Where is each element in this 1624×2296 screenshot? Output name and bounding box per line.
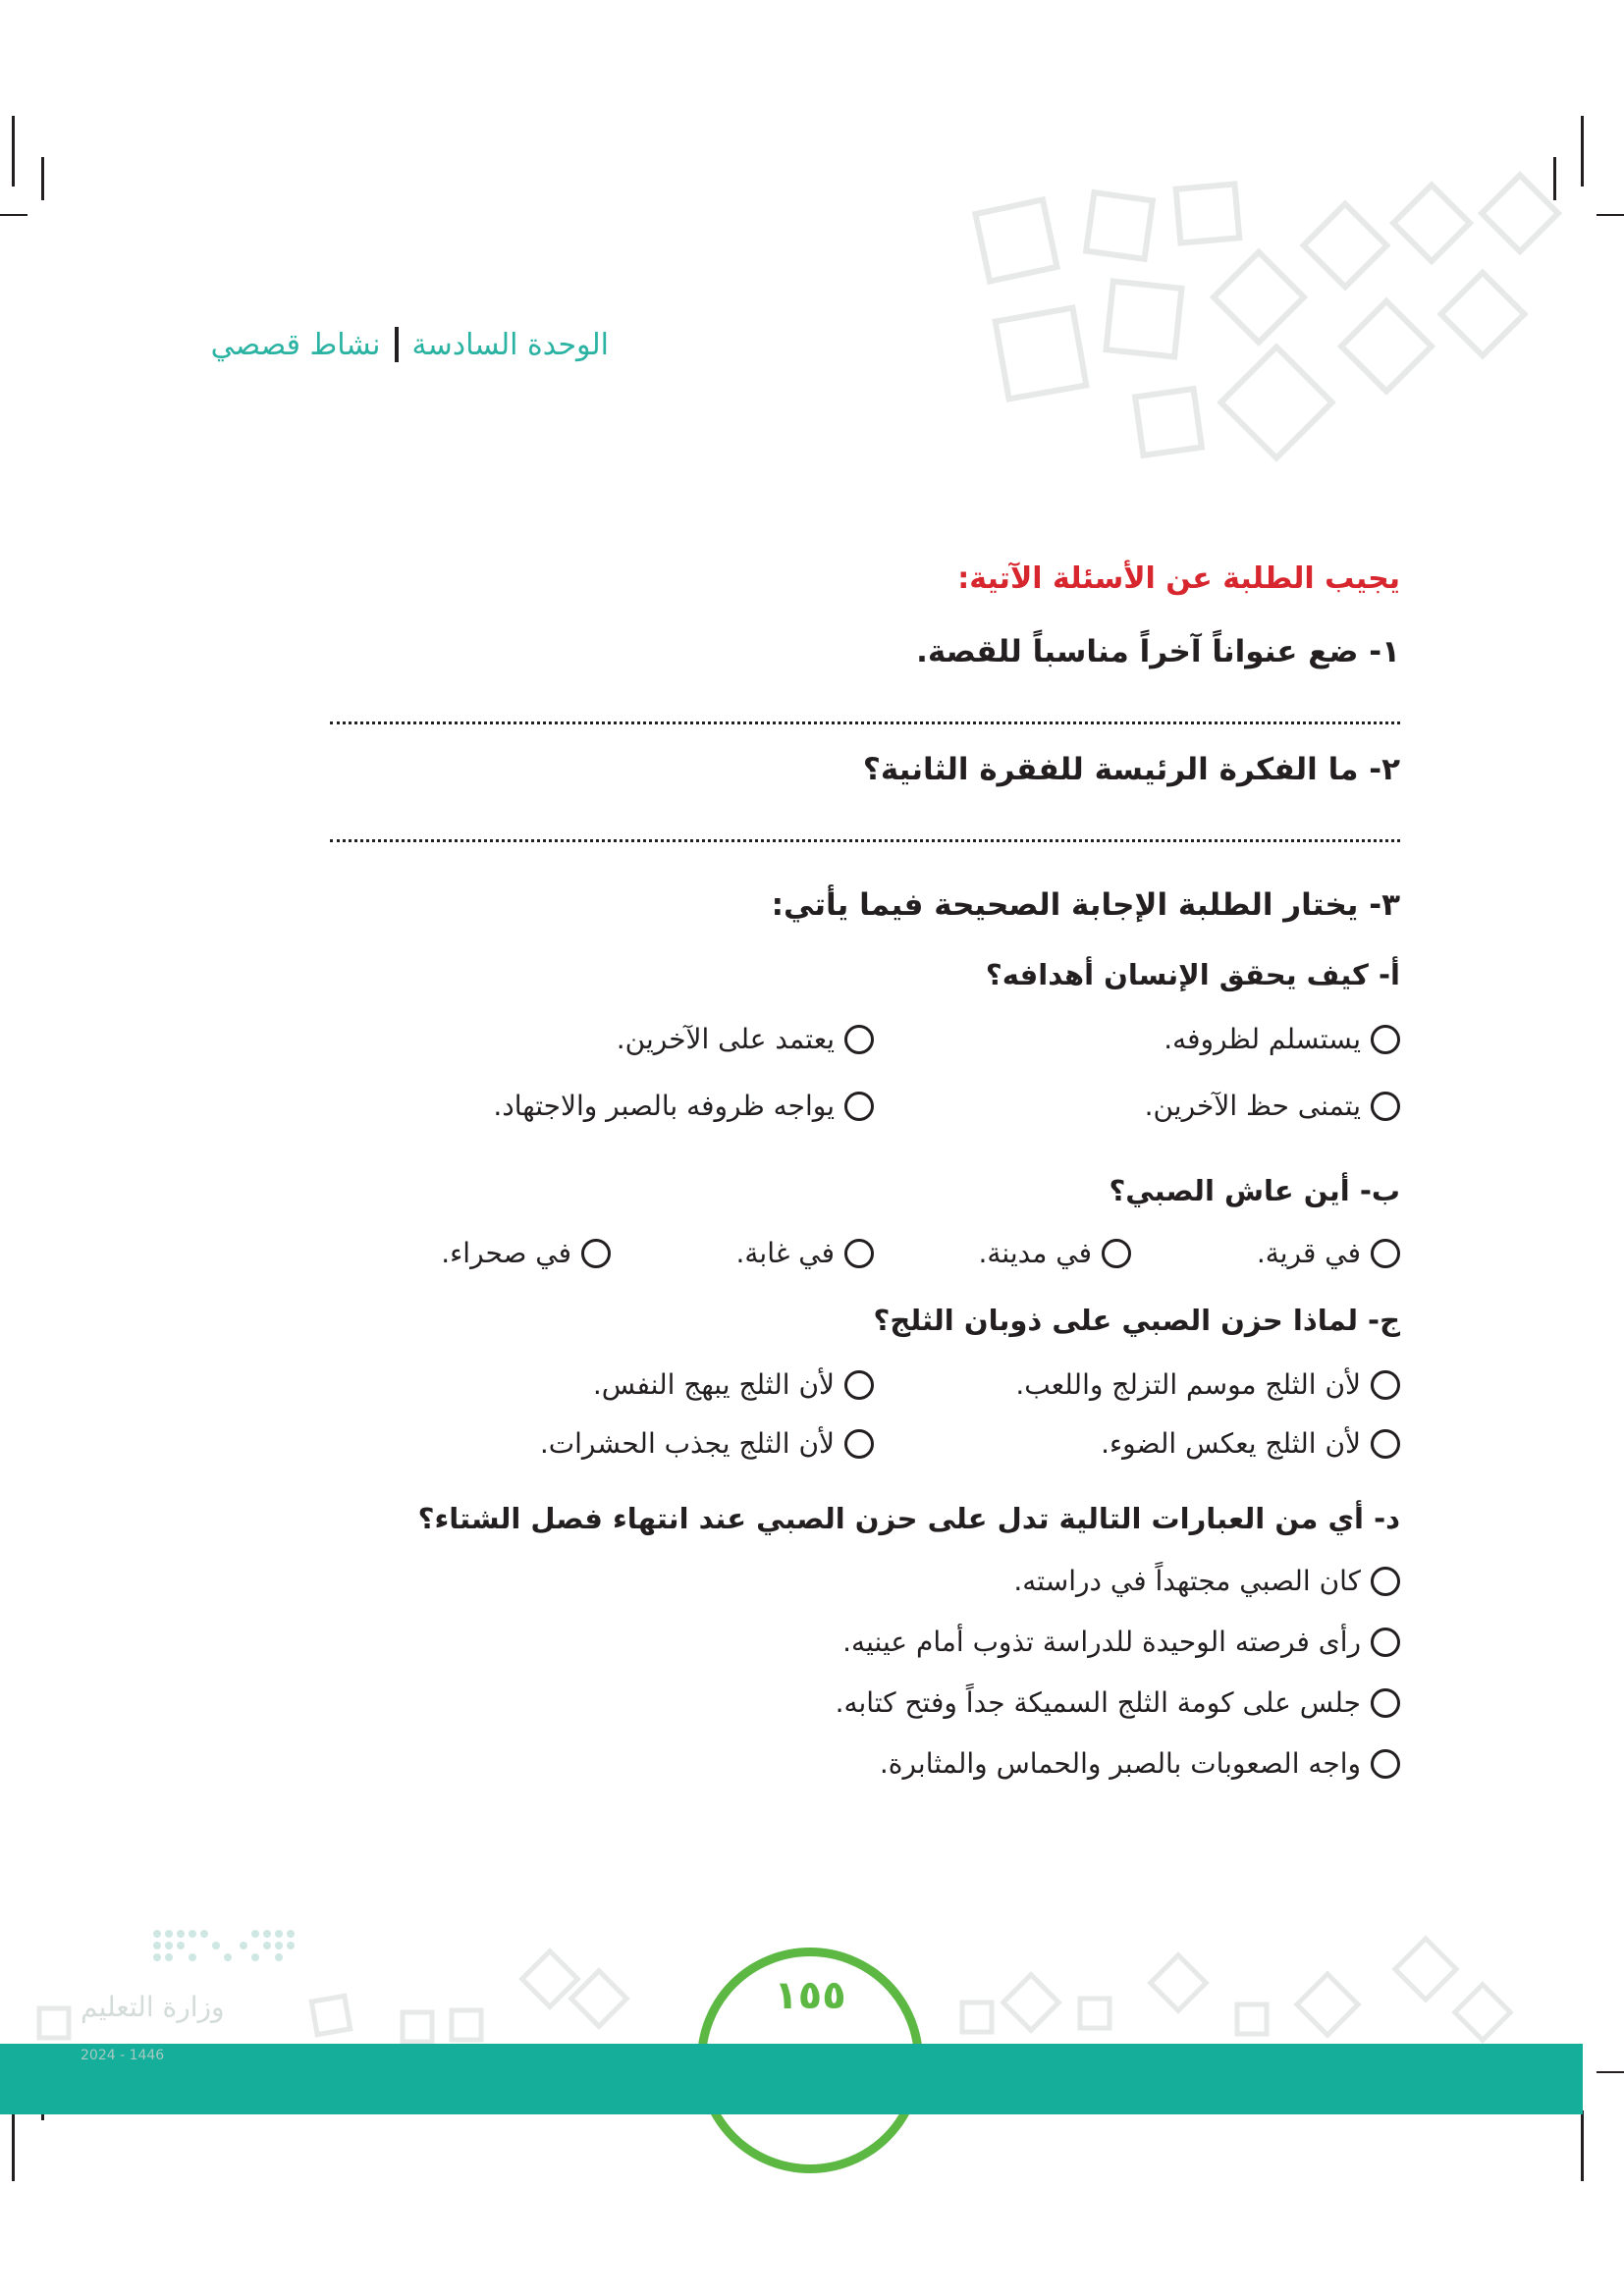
option-b3[interactable] — [735, 1237, 874, 1269]
question-1: ١- ضع عنواناً آخراً مناسباً للقصة. — [916, 634, 1400, 669]
option-b4[interactable] — [441, 1237, 611, 1269]
option-c3[interactable] — [1101, 1427, 1400, 1460]
radio-circle-icon[interactable] — [844, 1092, 874, 1121]
page-number: ١٥٥ — [774, 1973, 846, 2018]
ministry-watermark: وزارة التعليم — [81, 1991, 225, 2023]
radio-circle-icon[interactable] — [844, 1239, 874, 1268]
unit-title: الوحدة السادسة — [411, 327, 609, 362]
option-label: رأى فرصته الوحيدة للدراسة تذوب أمام عينيه. — [842, 1626, 1361, 1658]
option-b1[interactable] — [1257, 1237, 1400, 1269]
option-d4[interactable] — [880, 1747, 1400, 1780]
radio-circle-icon[interactable] — [1371, 1628, 1400, 1657]
option-label: في صحراء. — [441, 1237, 571, 1269]
footer-band — [0, 2044, 1583, 2114]
radio-circle-icon[interactable] — [1371, 1567, 1400, 1596]
option-label: يعتمد على الآخرين. — [616, 1023, 835, 1055]
answer-line-1[interactable] — [330, 721, 1400, 724]
radio-circle-icon[interactable] — [844, 1025, 874, 1054]
option-label: لأن الثلج يبهج النفس. — [592, 1368, 835, 1401]
option-label: لأن الثلج موسم التزلج واللعب. — [1015, 1368, 1361, 1401]
radio-circle-icon[interactable] — [1371, 1092, 1400, 1121]
option-label: في مدينة. — [978, 1237, 1092, 1269]
radio-circle-icon[interactable] — [1371, 1025, 1400, 1054]
option-label: لأن الثلج يعكس الضوء. — [1101, 1427, 1361, 1460]
radio-circle-icon[interactable] — [581, 1239, 611, 1268]
option-a4[interactable] — [493, 1090, 874, 1122]
option-a2[interactable] — [617, 1023, 874, 1055]
ministry-year: 2024 - 1446 — [81, 2048, 165, 2063]
radio-circle-icon[interactable] — [1371, 1239, 1400, 1268]
option-label: يتمنى حظ الآخرين. — [1144, 1090, 1361, 1122]
radio-circle-icon[interactable] — [1371, 1688, 1400, 1718]
option-c1[interactable] — [1015, 1368, 1400, 1401]
option-label: لأن الثلج يجذب الحشرات. — [539, 1427, 835, 1460]
instruction-text: يجيب الطلبة عن الأسئلة الآتية: — [957, 561, 1400, 596]
option-label: في غابة. — [735, 1237, 835, 1269]
option-label: واجه الصعوبات بالصبر والحماس والمثابرة. — [879, 1747, 1361, 1780]
crop-mark — [1597, 214, 1624, 216]
option-b2[interactable] — [979, 1237, 1131, 1269]
subquestion-b: ب- أين عاش الصبي؟ — [1109, 1174, 1400, 1207]
crop-mark — [12, 2110, 15, 2181]
radio-circle-icon[interactable] — [844, 1370, 874, 1400]
option-label: يستسلم لظروفه. — [1164, 1023, 1361, 1055]
option-d1[interactable] — [1013, 1565, 1400, 1597]
option-c2[interactable] — [593, 1368, 874, 1401]
radio-circle-icon[interactable] — [1102, 1239, 1131, 1268]
option-label: جلس على كومة الثلج السميكة جداً وفتح كتابه. — [835, 1686, 1361, 1719]
option-a1[interactable] — [1164, 1023, 1400, 1055]
question-2: ٢- ما الفكرة الرئيسة للفقرة الثانية؟ — [862, 752, 1400, 787]
radio-circle-icon[interactable] — [1371, 1749, 1400, 1779]
option-a3[interactable] — [1145, 1090, 1400, 1122]
crop-mark — [0, 214, 27, 216]
activity-title: نشاط قصصي — [210, 327, 381, 362]
crop-mark — [1597, 2071, 1624, 2073]
radio-circle-icon[interactable] — [1371, 1370, 1400, 1400]
option-d3[interactable] — [836, 1686, 1400, 1719]
question-3: ٣- يختار الطلبة الإجابة الصحيحة فيما يأتي: — [771, 887, 1400, 923]
option-c4[interactable] — [540, 1427, 874, 1460]
option-d2[interactable] — [842, 1626, 1400, 1658]
header-divider — [395, 327, 399, 362]
crop-mark — [41, 157, 44, 200]
crop-mark — [12, 116, 15, 187]
decorative-pattern — [943, 157, 1591, 471]
option-label: كان الصبي مجتهداً في دراسته. — [1013, 1565, 1361, 1597]
radio-circle-icon[interactable] — [844, 1429, 874, 1459]
radio-circle-icon[interactable] — [1371, 1429, 1400, 1459]
option-label: يواجه ظروفه بالصبر والاجتهاد. — [493, 1090, 835, 1122]
crop-mark — [1581, 2110, 1584, 2181]
subquestion-c: ج- لماذا حزن الصبي على ذوبان الثلج؟ — [873, 1304, 1400, 1337]
page-header — [187, 320, 609, 369]
subquestion-d: د- أي من العبارات التالية تدل على حزن الصبي عند انتهاء فصل الشتاء؟ — [417, 1502, 1400, 1535]
subquestion-a: أ- كيف يحقق الإنسان أهدافه؟ — [985, 958, 1400, 991]
option-label: في قرية. — [1256, 1237, 1361, 1269]
answer-line-2[interactable] — [330, 839, 1400, 842]
